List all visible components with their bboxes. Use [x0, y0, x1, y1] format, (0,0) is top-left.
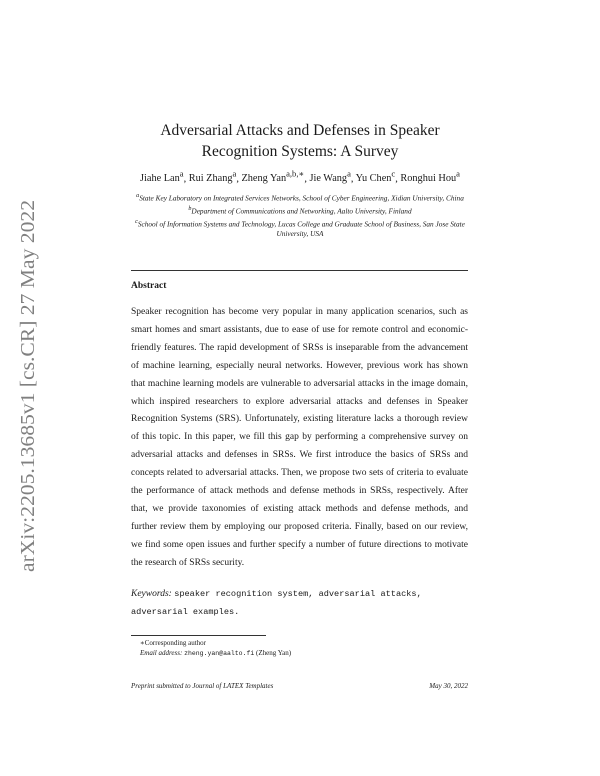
- arxiv-stamp-svg: [8, 200, 44, 572]
- footnote: [140, 638, 291, 659]
- abstract-heading: Abstract: [131, 281, 167, 291]
- author-affil-mark: a,b,∗: [286, 169, 305, 179]
- author: Yu Chen$^c$: [355, 169, 396, 185]
- email-label: Email address:: [140, 649, 183, 657]
- author-affil-mark: a: [347, 169, 351, 179]
- affiliation: $^b$Department of Communications and Networking, Aalto University, Finland: [188, 205, 412, 216]
- abstract-body: Speaker recognition has become very popular in many application scenarios, such as smart homes and smart assistants, due to ease of use for remote control and economic-friendly features. The rapid development of SRSs is inseparable from the advancement of machine learning, especially neural networks. However, previous work has shown that machine learning models are vulnerable to adversarial attacks in the image domain, which inspired researchers to explore adversarial attacks and defenses in Speaker Recognition Systems (SRS). Unfortunately, existing literature lacks a thorough review of this topic. In this paper, we fill this gap by performing a comprehensive survey on adversarial attacks and defenses in SRSs. We first introduce the basics of SRSs and concepts related to adversarial attacks. Then, we propose two sets of criteria to evaluate the performance of attack methods and defense methods in SRSs, respectively. After that, we provide taxonomies of existing attack methods and defense methods, and further review them by employing our proposed criteria. Finally, based on our review, we find some open issues and further specify a number of future directions to motivate the research of SRSs security.: [131, 307, 468, 568]
- affiliation: $^c$School of Information Systems and Technology, Lucas College and Graduate School of Business, San Jose State University, USA: [135, 218, 465, 239]
- email-address[interactable]: zheng.yan@aalto.fi: [184, 650, 255, 657]
- preprint-note: Preprint submitted to Journal of LATEX Templates: [131, 682, 274, 690]
- affiliations: [125, 191, 475, 240]
- keywords-list: speaker recognition system, adversarial attacks, adversarial examples.: [131, 589, 422, 617]
- author-affil-mark: a: [456, 169, 460, 179]
- author-affil-mark: c: [391, 169, 396, 179]
- author-list: Jiahe Lan$^a$, Rui Zhang$^a$, Zheng Yan$^{a,b,∗}$, Jie Wang$^a$, Yu Chen$^c$, Ronghui Hou$^a$: [140, 169, 460, 185]
- author: Ronghui Hou$^a$: [400, 169, 460, 185]
- arxiv-identifier: arXiv:2205.13685v1 [cs.CR] 27 May 2022: [18, 236, 39, 572]
- affiliation: $^a$State Key Laboratory on Integrated Services Networks, School of Cyber Engineering, Xidian University, China: [136, 193, 464, 203]
- keywords: [131, 586, 468, 622]
- title-line-1: Adversarial Attacks and Defenses in Speaker: [160, 122, 440, 139]
- author: Rui Zhang$^a$: [188, 169, 237, 185]
- email-line: [140, 648, 291, 659]
- email-owner: (Zheng Yan): [256, 649, 292, 657]
- title-line-2: Recognition Systems: A Survey: [201, 143, 399, 160]
- paper-title: [100, 120, 500, 162]
- abstract-top-rule: [131, 270, 468, 271]
- author-affil-mark: a: [179, 169, 184, 179]
- keywords-label: Keywords:: [131, 589, 172, 599]
- author-affil-mark: a: [232, 169, 237, 179]
- author: Jiahe Lan$^a$: [140, 169, 184, 185]
- corresponding-author-note: ∗Corresponding author: [140, 639, 206, 647]
- submission-date: May 30, 2022: [429, 682, 468, 690]
- author: Jie Wang$^a$: [309, 169, 351, 185]
- footnote-rule: [131, 635, 266, 636]
- arxiv-stamp: [8, 200, 44, 572]
- author: Zheng Yan$^{a,b,∗}$: [241, 169, 305, 185]
